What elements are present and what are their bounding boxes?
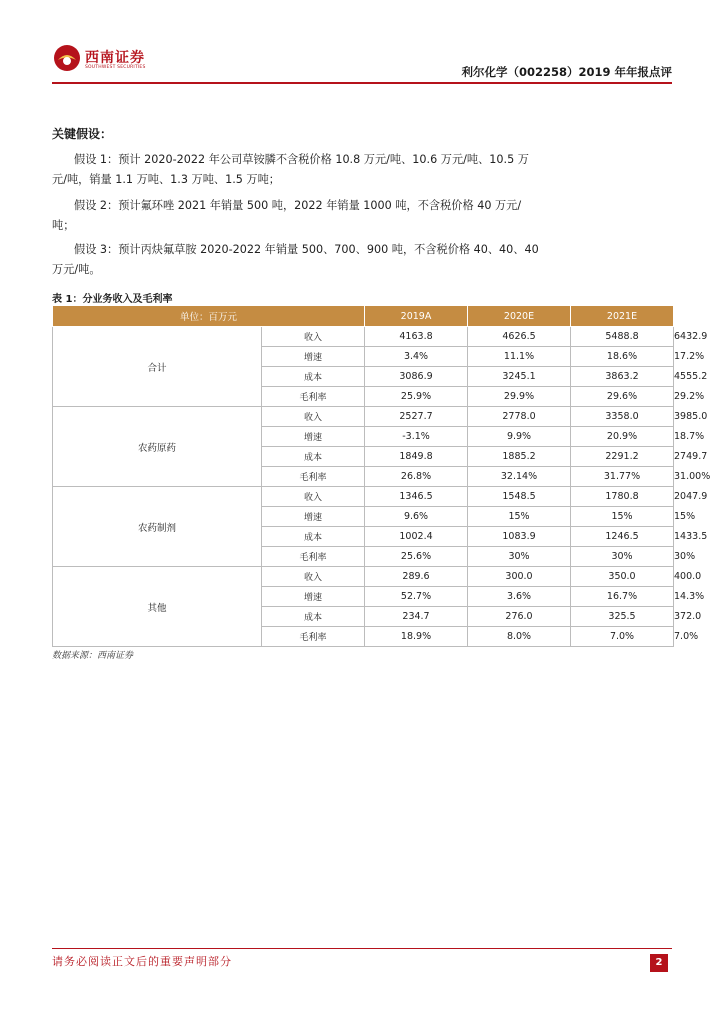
segment-name: 合计 xyxy=(53,327,262,407)
table-cell: 2778.0 xyxy=(468,407,571,427)
table-row: 农药制剂 收入 1346.5 1548.5 1780.8 2047.9 xyxy=(53,487,674,507)
table-cell: 4626.5 xyxy=(468,327,571,347)
table-cell: 1885.2 xyxy=(468,447,571,467)
table-row: 农药原药 收入 2527.7 2778.0 3358.0 3985.0 xyxy=(53,407,674,427)
table-row: 增速 52.7% 3.6% 16.7% 14.3% xyxy=(53,587,674,607)
table-cell: 9.9% xyxy=(468,427,571,447)
report-title: 利尔化学（002258）2019 年年报点评 xyxy=(461,65,672,79)
table-row: 增速 3.4% 11.1% 18.6% 17.2% xyxy=(53,347,674,367)
header-unit: 单位：百万元 xyxy=(53,306,365,327)
table-cell: 16.7% xyxy=(571,587,674,607)
metric-label: 收入 xyxy=(262,327,365,347)
metric-label: 成本 xyxy=(262,607,365,627)
table-cell: 1548.5 xyxy=(468,487,571,507)
table-cell: 8.0% xyxy=(468,627,571,647)
table-cell: 30% xyxy=(468,547,571,567)
table-cell: 300.0 xyxy=(468,567,571,587)
table-cell: 26.8% xyxy=(365,467,468,487)
table-cell: 18.6% xyxy=(571,347,674,367)
metric-label: 毛利率 xyxy=(262,627,365,647)
header-2020E: 2020E xyxy=(468,306,571,327)
assumption-3-text: 假设 3：预计丙炔氟草胺 2020-2022 年销量 500、700、900 吨，不含税价格 40、40、40 万元/吨。 xyxy=(52,243,539,276)
logo-emblem-icon xyxy=(53,44,81,72)
metric-label: 增速 xyxy=(262,427,365,447)
table-cell: 1780.8 xyxy=(571,487,674,507)
table-cell: 29.6% xyxy=(571,387,674,407)
table-row: 成本 3086.9 3245.1 3863.2 4555.2 xyxy=(53,367,674,387)
table-cell: 30% xyxy=(571,547,674,567)
page-number: 2 xyxy=(650,954,668,972)
section-title: 关键假设： xyxy=(52,127,113,141)
table-cell: 15% xyxy=(571,507,674,527)
table-row: 毛利率 25.6% 30% 30% 30% xyxy=(53,547,674,567)
metric-label: 成本 xyxy=(262,527,365,547)
table-cell: 3358.0 xyxy=(571,407,674,427)
segment-revenue-table xyxy=(52,305,711,647)
table-row: 毛利率 25.9% 29.9% 29.6% 29.2% xyxy=(53,387,674,407)
table-cell: 15% xyxy=(468,507,571,527)
table-header-row: 单位：百万元 2019A 2020E 2021E 2022E xyxy=(53,306,674,327)
table-cell: 3086.9 xyxy=(365,367,468,387)
assumption-1 xyxy=(52,150,542,190)
segment-name: 农药原药 xyxy=(53,407,262,487)
assumption-1-text: 假设 1：预计 2020-2022 年公司草铵膦不含税价格 10.8 万元/吨、10.6 万元/吨、10.5 万元/吨，销量 1.1 万吨、1.3 万吨、1.5 万吨； xyxy=(52,153,529,186)
table-cell: 9.6% xyxy=(365,507,468,527)
table-cell: 32.14% xyxy=(468,467,571,487)
metric-label: 增速 xyxy=(262,507,365,527)
header-divider xyxy=(52,82,672,84)
table-cell: 18.9% xyxy=(365,627,468,647)
logo-text-cn: 西南证券 xyxy=(85,50,145,66)
table-cell: 11.1% xyxy=(468,347,571,367)
table-cell: 276.0 xyxy=(468,607,571,627)
table-cell: 52.7% xyxy=(365,587,468,607)
table-row: 成本 234.7 276.0 325.5 372.0 xyxy=(53,607,674,627)
table-row: 其他 收入 289.6 300.0 350.0 400.0 xyxy=(53,567,674,587)
metric-label: 收入 xyxy=(262,487,365,507)
table-cell: 1849.8 xyxy=(365,447,468,467)
table-cell: 350.0 xyxy=(571,567,674,587)
metric-label: 成本 xyxy=(262,447,365,467)
table-cell: -3.1% xyxy=(365,427,468,447)
table-source: 数据来源：西南证券 xyxy=(52,651,134,661)
table-row: 增速 9.6% 15% 15% 15% xyxy=(53,507,674,527)
table-cell: 25.6% xyxy=(365,547,468,567)
metric-label: 毛利率 xyxy=(262,387,365,407)
table-cell: 3.6% xyxy=(468,587,571,607)
metric-label: 毛利率 xyxy=(262,547,365,567)
table-cell: 29.9% xyxy=(468,387,571,407)
segment-name: 其他 xyxy=(53,567,262,647)
table-row: 合计 收入 4163.8 4626.5 5488.8 6432.9 xyxy=(53,327,674,347)
footer-divider xyxy=(52,948,672,949)
table-cell: 1083.9 xyxy=(468,527,571,547)
table-cell: 3245.1 xyxy=(468,367,571,387)
table-cell: 3.4% xyxy=(365,347,468,367)
table-cell: 25.9% xyxy=(365,387,468,407)
table-cell: 1002.4 xyxy=(365,527,468,547)
table-cell: 5488.8 xyxy=(571,327,674,347)
company-logo xyxy=(53,44,153,76)
metric-label: 增速 xyxy=(262,587,365,607)
table-row: 成本 1002.4 1083.9 1246.5 1433.5 xyxy=(53,527,674,547)
table-cell: 2291.2 xyxy=(571,447,674,467)
table-row: 成本 1849.8 1885.2 2291.2 2749.7 xyxy=(53,447,674,467)
table-cell: 20.9% xyxy=(571,427,674,447)
assumption-2 xyxy=(52,196,542,236)
table-cell: 31.77% xyxy=(571,467,674,487)
header-2021E: 2021E xyxy=(571,306,674,327)
metric-label: 成本 xyxy=(262,367,365,387)
metric-label: 毛利率 xyxy=(262,467,365,487)
segment-name: 农药制剂 xyxy=(53,487,262,567)
table-cell: 1346.5 xyxy=(365,487,468,507)
table-cell: 1246.5 xyxy=(571,527,674,547)
table-cell: 289.6 xyxy=(365,567,468,587)
table-cell: 325.5 xyxy=(571,607,674,627)
table-row: 毛利率 26.8% 32.14% 31.77% 31.00% xyxy=(53,467,674,487)
footer-disclaimer: 请务必阅读正文后的重要声明部分 xyxy=(52,955,232,968)
assumption-2-text: 假设 2：预计氟环唑 2021 年销量 500 吨，2022 年销量 1000 吨，不含税价格 40 万元/吨； xyxy=(52,199,522,232)
table-row: 增速 -3.1% 9.9% 20.9% 18.7% xyxy=(53,427,674,447)
table-caption: 表 1：分业务收入及毛利率 xyxy=(52,294,173,305)
table-cell: 3863.2 xyxy=(571,367,674,387)
header-2019A: 2019A xyxy=(365,306,468,327)
table-cell: 7.0% xyxy=(571,627,674,647)
metric-label: 收入 xyxy=(262,407,365,427)
table-cell: 4163.8 xyxy=(365,327,468,347)
logo-text-en: SOUTHWEST SECURITIES xyxy=(85,65,146,70)
table-cell: 2527.7 xyxy=(365,407,468,427)
assumption-3 xyxy=(52,240,542,280)
table-row: 毛利率 18.9% 8.0% 7.0% 7.0% xyxy=(53,627,674,647)
metric-label: 收入 xyxy=(262,567,365,587)
table-cell: 234.7 xyxy=(365,607,468,627)
metric-label: 增速 xyxy=(262,347,365,367)
